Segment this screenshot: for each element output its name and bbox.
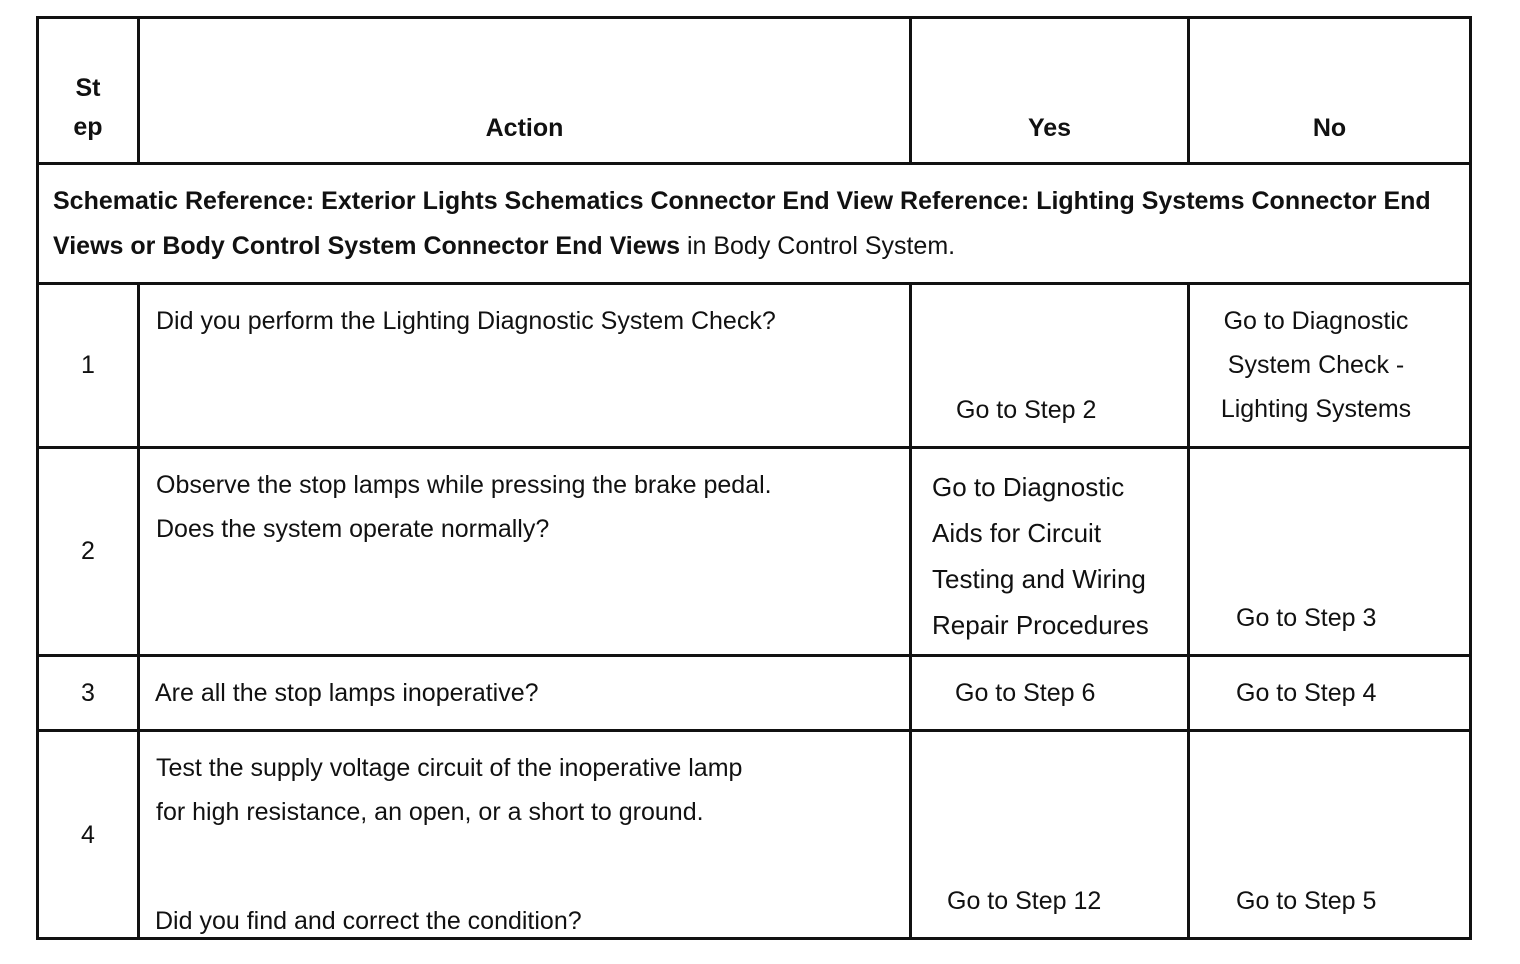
action-text-line: Test the supply voltage circuit of the inoperative lamp xyxy=(156,754,743,782)
action-text-line: Observe the stop lamps while pressing the brake pedal. xyxy=(156,471,772,499)
header-step-line: St xyxy=(75,74,101,102)
no-text-line: Lighting Systems xyxy=(1220,395,1412,423)
header-action: Action xyxy=(485,114,564,142)
step-number: 3 xyxy=(81,679,95,707)
no-text: Go to Step 5 xyxy=(1236,887,1377,915)
table-border-top xyxy=(36,16,1472,19)
no-text xyxy=(1196,299,1436,431)
schematic-reference xyxy=(53,179,1453,269)
header-no: No xyxy=(1312,114,1347,142)
step-number: 4 xyxy=(81,821,95,849)
step-number: 2 xyxy=(81,537,95,565)
col-divider xyxy=(1469,16,1472,165)
yes-text: Go to Step 6 xyxy=(955,679,1096,707)
no-text-line: Go to Diagnostic xyxy=(1223,307,1409,335)
header-step xyxy=(39,69,137,147)
row-divider xyxy=(36,654,1472,657)
reference-bold-text: Schematic Reference: Exterior Lights Schematics Connector End View Reference: Lighting Systems Connector End Views or Body Control System Connector End Views xyxy=(53,187,1431,260)
yes-text-line: Aids for Circuit xyxy=(932,518,1102,548)
yes-text-line: Repair Procedures xyxy=(932,610,1149,640)
col-divider xyxy=(137,282,140,940)
action-question: Did you find and correct the condition? xyxy=(155,907,582,935)
yes-text-line: Testing and Wiring xyxy=(932,564,1146,594)
action-text xyxy=(156,746,896,834)
header-yes: Yes xyxy=(1027,114,1072,142)
yes-text xyxy=(932,464,1187,648)
action-text-line: for high resistance, an open, or a short to ground. xyxy=(156,798,704,826)
reference-normal-text: in Body Control System. xyxy=(680,232,956,260)
yes-text: Go to Step 2 xyxy=(956,396,1097,424)
col-divider xyxy=(1187,282,1190,940)
action-text: Are all the stop lamps inoperative? xyxy=(155,679,539,707)
col-divider xyxy=(909,282,912,940)
col-divider xyxy=(1469,282,1472,940)
action-text: Did you perform the Lighting Diagnostic System Check? xyxy=(156,307,776,335)
action-text xyxy=(156,463,896,551)
no-text-line: System Check - xyxy=(1227,351,1405,379)
action-text-line: Does the system operate normally? xyxy=(156,515,550,543)
row-divider xyxy=(36,446,1472,449)
step-number: 1 xyxy=(81,351,95,379)
header-step-line: ep xyxy=(73,113,103,141)
header-divider xyxy=(36,162,1472,165)
yes-text-line: Go to Diagnostic xyxy=(932,472,1125,502)
no-text: Go to Step 4 xyxy=(1236,679,1377,707)
row-divider xyxy=(36,729,1472,732)
row-divider xyxy=(36,282,1472,285)
yes-text: Go to Step 12 xyxy=(947,887,1102,915)
diagnostic-table xyxy=(36,16,1472,940)
col-divider xyxy=(36,162,39,285)
no-text: Go to Step 3 xyxy=(1236,604,1377,632)
col-divider xyxy=(1469,162,1472,285)
